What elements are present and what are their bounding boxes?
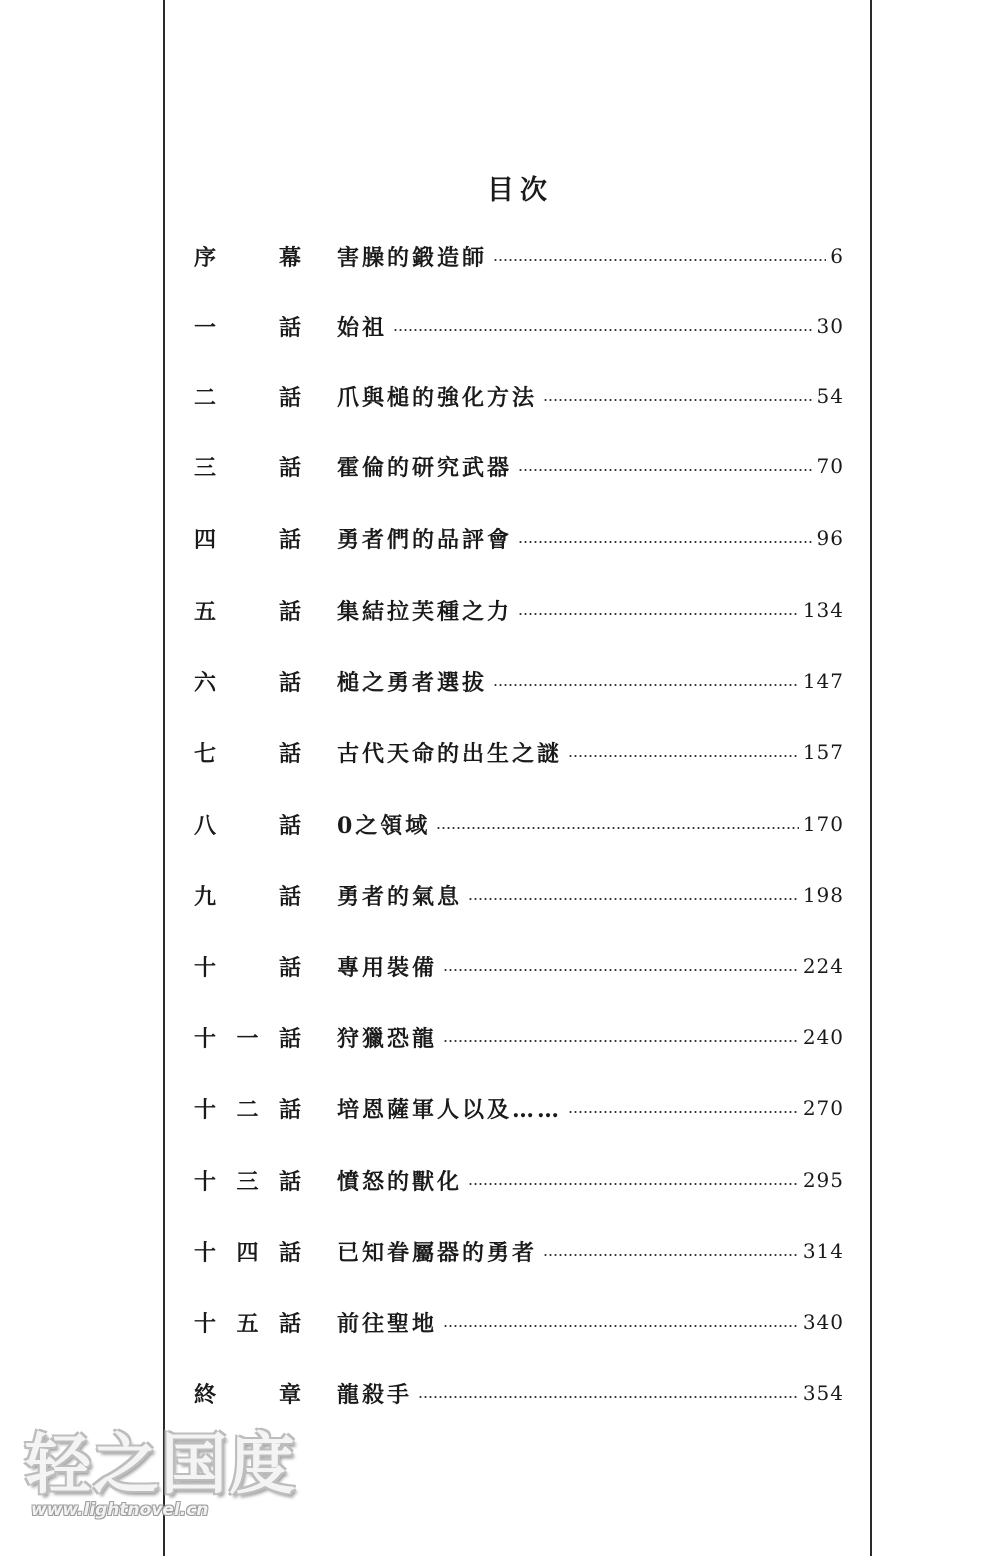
toc-entry-chapter-title: 培恩薩軍人以及……: [337, 1096, 563, 1123]
toc-entry-label-char: 十: [193, 1239, 216, 1266]
toc-entry: [192, 804, 844, 844]
toc-entry-page-number: 70: [816, 454, 844, 478]
toc-entry-chapter-title: 前往聖地: [337, 1310, 438, 1337]
toc-entry-page-number: 340: [802, 1310, 844, 1334]
toc-entry: [192, 732, 844, 772]
toc-entry-chapter-title: 專用裝備: [337, 954, 438, 981]
toc-entry-label-char: 十: [193, 1025, 216, 1052]
toc-entry: [192, 518, 844, 558]
toc-entry-page-number: 270: [802, 1096, 844, 1120]
toc-entry-label-char: 話: [278, 954, 301, 981]
toc-entry-chapter-title: 已知眷屬器的勇者: [337, 1239, 538, 1266]
toc-entry-dot-leader: [443, 1325, 799, 1327]
toc-entry: [192, 376, 844, 416]
toc-entry: [192, 236, 844, 276]
toc-entry-page-number: 157: [802, 740, 844, 764]
toc-entry-label-char: 七: [193, 740, 216, 767]
watermark-url: www.lightnovel.cn: [31, 1500, 209, 1520]
toc-entry-page-number: 295: [802, 1168, 844, 1192]
toc-entry-label-char: 話: [278, 384, 301, 411]
toc-entry: [192, 946, 844, 986]
toc-entry-chapter-title: 古代天命的出生之謎: [337, 740, 563, 767]
toc-entry-label: [192, 737, 337, 768]
toc-title: 目次: [487, 175, 553, 206]
toc-entry: [192, 1017, 844, 1057]
toc-entry-dot-leader: [436, 827, 799, 829]
toc-entry-dot-leader: [543, 399, 813, 401]
toc-entry-chapter-title: 憤怒的獸化: [337, 1168, 463, 1195]
toc-entry-chapter-title: 勇者們的品評會: [337, 526, 513, 553]
toc-entry-label: [192, 1093, 337, 1124]
toc-entry-label-char: 話: [278, 1096, 301, 1123]
toc-entry-chapter-title: 勇者的氣息: [337, 883, 463, 910]
toc-entry-label-char: 話: [278, 598, 301, 625]
toc-entry-label-char: 二: [193, 384, 216, 411]
toc-entry-label: [192, 951, 337, 982]
toc-entry-label-char: 一: [236, 1025, 259, 1052]
toc-entry-label-char: 十: [193, 1096, 216, 1123]
toc-entry-label-char: 十: [193, 954, 216, 981]
toc-entry-label: [192, 1165, 337, 1196]
toc-entry-chapter-title: 0之領域: [337, 812, 431, 839]
toc-entry-dot-leader: [518, 613, 799, 615]
toc-entry-label-char: 幕: [278, 244, 301, 271]
toc-entry-chapter-title: 槌之勇者選拔: [337, 669, 488, 696]
toc-entry-page-number: 147: [802, 669, 844, 693]
toc-entry-label-char: 四: [236, 1239, 259, 1266]
toc-entry-label-char: 十: [193, 1168, 216, 1195]
toc-entry-label: [192, 880, 337, 911]
toc-entry: [192, 446, 844, 486]
toc-entry-label: [192, 1236, 337, 1267]
toc-entry-chapter-title: 霍倫的研究武器: [337, 454, 513, 481]
toc-entry-page-number: 354: [802, 1381, 844, 1405]
toc-entry-chapter-title: 害臊的鍛造師: [337, 244, 488, 271]
toc-entry: [192, 661, 844, 701]
toc-entry-label: [192, 1022, 337, 1053]
toc-entry-label: [192, 381, 337, 412]
toc-entry-label-char: 話: [278, 1168, 301, 1195]
toc-entry-label-char: 六: [193, 669, 216, 696]
toc-entry-dot-leader: [543, 1254, 799, 1256]
toc-entry-label: [192, 523, 337, 554]
toc-entry-label-char: 話: [278, 812, 301, 839]
toc-entry-label: [192, 809, 337, 840]
toc-entry-chapter-title: 爪與槌的強化方法: [337, 384, 538, 411]
toc-entry-label-char: 五: [236, 1310, 259, 1337]
toc-entry-dot-leader: [468, 898, 799, 900]
toc-entry-dot-leader: [443, 969, 799, 971]
toc-entry-label: [192, 311, 337, 342]
toc-entry-label-char: 四: [193, 526, 216, 553]
toc-entry-label: [192, 451, 337, 482]
page-gutter-line-left: [163, 0, 165, 1556]
toc-entry: [192, 1088, 844, 1128]
toc-entry-dot-leader: [418, 1396, 799, 1398]
toc-entry-page-number: 240: [802, 1025, 844, 1049]
toc-entry-dot-leader: [518, 541, 813, 543]
toc-entry-page-number: 30: [816, 314, 844, 338]
toc-entry-dot-leader: [393, 329, 813, 331]
toc-entry: [192, 306, 844, 346]
toc-entry-label-char: 九: [193, 883, 216, 910]
toc-entry-label-char: 終: [193, 1381, 216, 1408]
toc-entry-label: [192, 595, 337, 626]
toc-entry-label-char: 章: [278, 1381, 301, 1408]
page-gutter-line-right: [870, 0, 872, 1556]
toc-entry-label-char: 話: [278, 1239, 301, 1266]
toc-entry-chapter-title: 始祖: [337, 314, 388, 341]
toc-entry-page-number: 54: [816, 384, 844, 408]
toc-entry-label: [192, 1378, 337, 1409]
toc-entry-chapter-title: 龍殺手: [337, 1381, 413, 1408]
toc-entry-label-char: 十: [193, 1310, 216, 1337]
toc-entry-dot-leader: [443, 1040, 799, 1042]
toc-entry-page-number: 170: [802, 812, 844, 836]
toc-entry-label-char: 話: [278, 669, 301, 696]
toc-entry-label-char: 話: [278, 1025, 301, 1052]
toc-entry-label-char: 三: [236, 1168, 259, 1195]
toc-entry-label: [192, 241, 337, 272]
toc-entry-page-number: 314: [802, 1239, 844, 1263]
toc-entry: [192, 590, 844, 630]
toc-entry: [192, 1373, 844, 1413]
toc-entry: [192, 1302, 844, 1342]
toc-entry-page-number: 224: [802, 954, 844, 978]
toc-entry-chapter-title: 集結拉芙種之力: [337, 598, 513, 625]
watermark-text: 轻之国度: [25, 1426, 297, 1503]
toc-entry-dot-leader: [493, 259, 826, 261]
toc-entry: [192, 1160, 844, 1200]
toc-entry-label: [192, 1307, 337, 1338]
toc-entry-page-number: 198: [802, 883, 844, 907]
toc-entry-chapter-title: 狩獵恐龍: [337, 1025, 438, 1052]
toc-entry-label-char: 話: [278, 883, 301, 910]
toc-entry-dot-leader: [468, 1183, 799, 1185]
toc-entry-label-char: 三: [193, 454, 216, 481]
toc-entry-label-char: 八: [193, 812, 216, 839]
toc-entry-page-number: 6: [830, 244, 844, 268]
toc-entry: [192, 1231, 844, 1271]
toc-entry-page-number: 134: [802, 598, 844, 622]
toc-entry-label-char: 二: [236, 1096, 259, 1123]
toc-entry-label-char: 序: [193, 244, 216, 271]
toc-entry-label-char: 話: [278, 1310, 301, 1337]
toc-entry-label-char: 五: [193, 598, 216, 625]
toc-entry: [192, 875, 844, 915]
toc-entry-dot-leader: [493, 684, 799, 686]
toc-entry-label-char: 一: [193, 314, 216, 341]
toc-entry-dot-leader: [568, 1111, 799, 1113]
toc-entry-page-number: 96: [816, 526, 844, 550]
toc-entry-label-char: 話: [278, 740, 301, 767]
toc-entry-dot-leader: [518, 469, 813, 471]
toc-entry-dot-leader: [568, 755, 799, 757]
toc-entry-label-char: 話: [278, 454, 301, 481]
toc-entry-label: [192, 666, 337, 697]
watermark-logo: [25, 1426, 297, 1520]
toc-entry-label-char: 話: [278, 314, 301, 341]
toc-entry-label-char: 話: [278, 526, 301, 553]
